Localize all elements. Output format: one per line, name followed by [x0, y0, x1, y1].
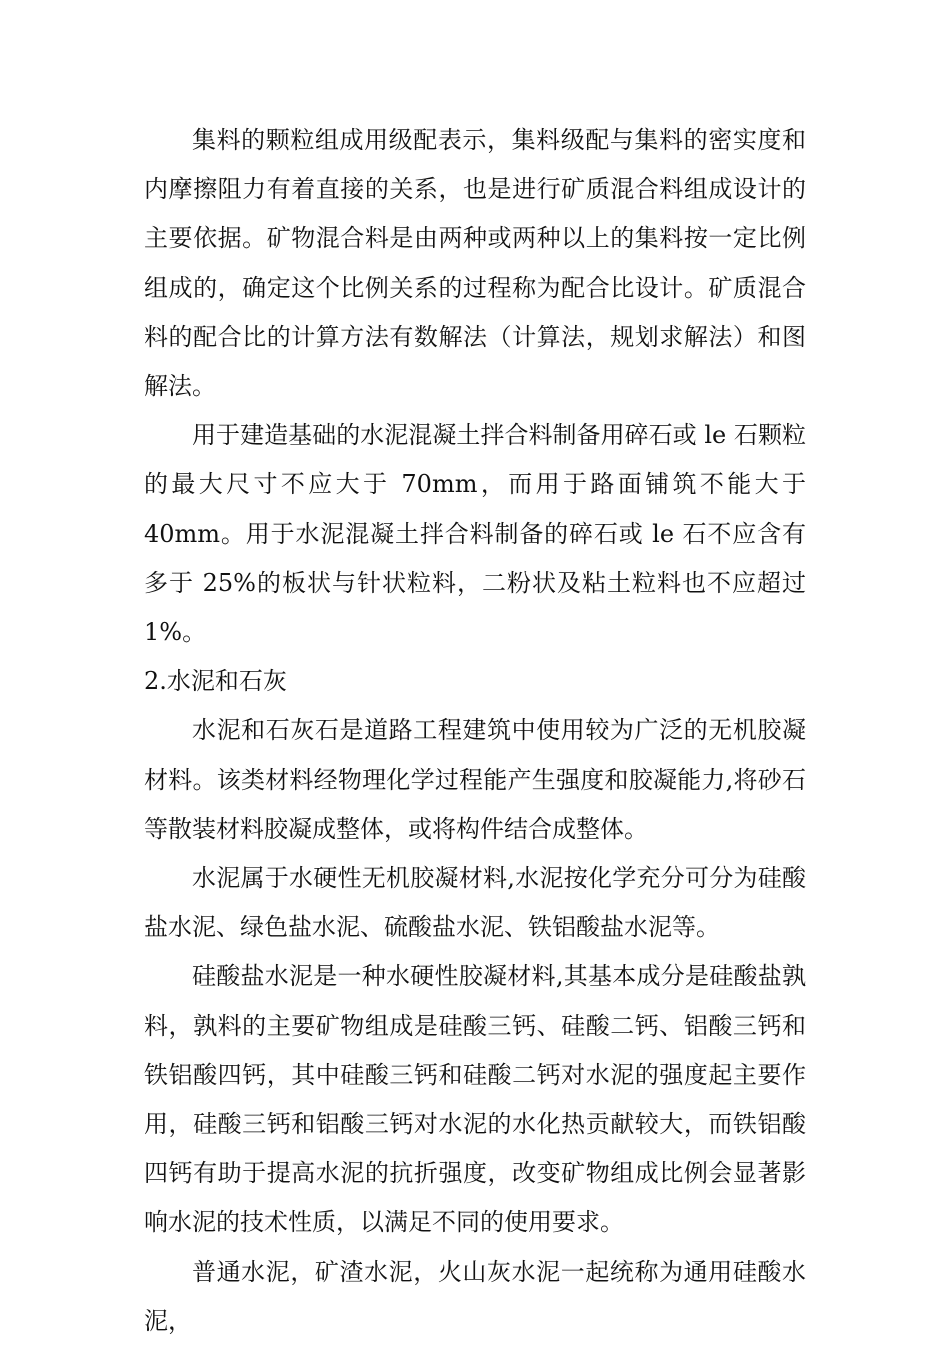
- paragraph-aggregate-size: 用于建造基础的水泥混凝土拌合料制备用碎石或 le 石颗粒的最大尺寸不应大于 70mm，而用于路面铺筑不能大于 40mm。用于水泥混凝土拌合料制备的碎石或 le 石不应含有多于 25%的板状与针状粒料，二粉状及粘土粒料也不应超过 1%。: [144, 421, 806, 647]
- paragraph-portland-cement: 硅酸盐水泥是一种水硬性胶凝材料,其基本成分是硅酸盐孰料，孰料的主要矿物组成是硅酸三钙、硅酸二钙、铝酸三钙和铁铝酸四钙，其中硅酸三钙和硅酸二钙对水泥的强度起主要作用，硅酸三钙和铝酸三钙对水泥的水化热贡献较大，而铁铝酸四钙有助于提高水泥的抗折强度，改变矿物组成比例会显著影响水泥的技术性质，以满足不同的使用要求。: [144, 962, 806, 1237]
- paragraph-cement-lime: 水泥和石灰石是道路工程建筑中使用较为广泛的无机胶凝材料。该类材料经物理化学过程能产生强度和胶凝能力,将砂石等散装材料胶凝成整体，或将构件结合成整体。: [144, 716, 806, 843]
- paragraph-general-cement: 普通水泥，矿渣水泥，火山灰水泥一起统称为通用硅酸水泥，: [144, 1257, 806, 1335]
- body-text: [144, 116, 806, 1346]
- paragraph-aggregate-gradation: 集料的颗粒组成用级配表示，集料级配与集料的密实度和内摩擦阻力有着直接的关系，也是进行矿质混合料组成设计的主要依据。矿物混合料是由两种或两种以上的集料按一定比例组成的，确定这个比例关系的过程称为配合比设计。矿质混合料的配合比的计算方法有数解法（计算法，规划求解法）和图解法。: [144, 126, 806, 401]
- paragraph-cement-types: 水泥属于水硬性无机胶凝材料,水泥按化学充分可分为硅酸盐水泥、绿色盐水泥、硫酸盐水泥、铁铝酸盐水泥等。: [144, 864, 806, 942]
- section-heading: 2.水泥和石灰: [144, 667, 287, 696]
